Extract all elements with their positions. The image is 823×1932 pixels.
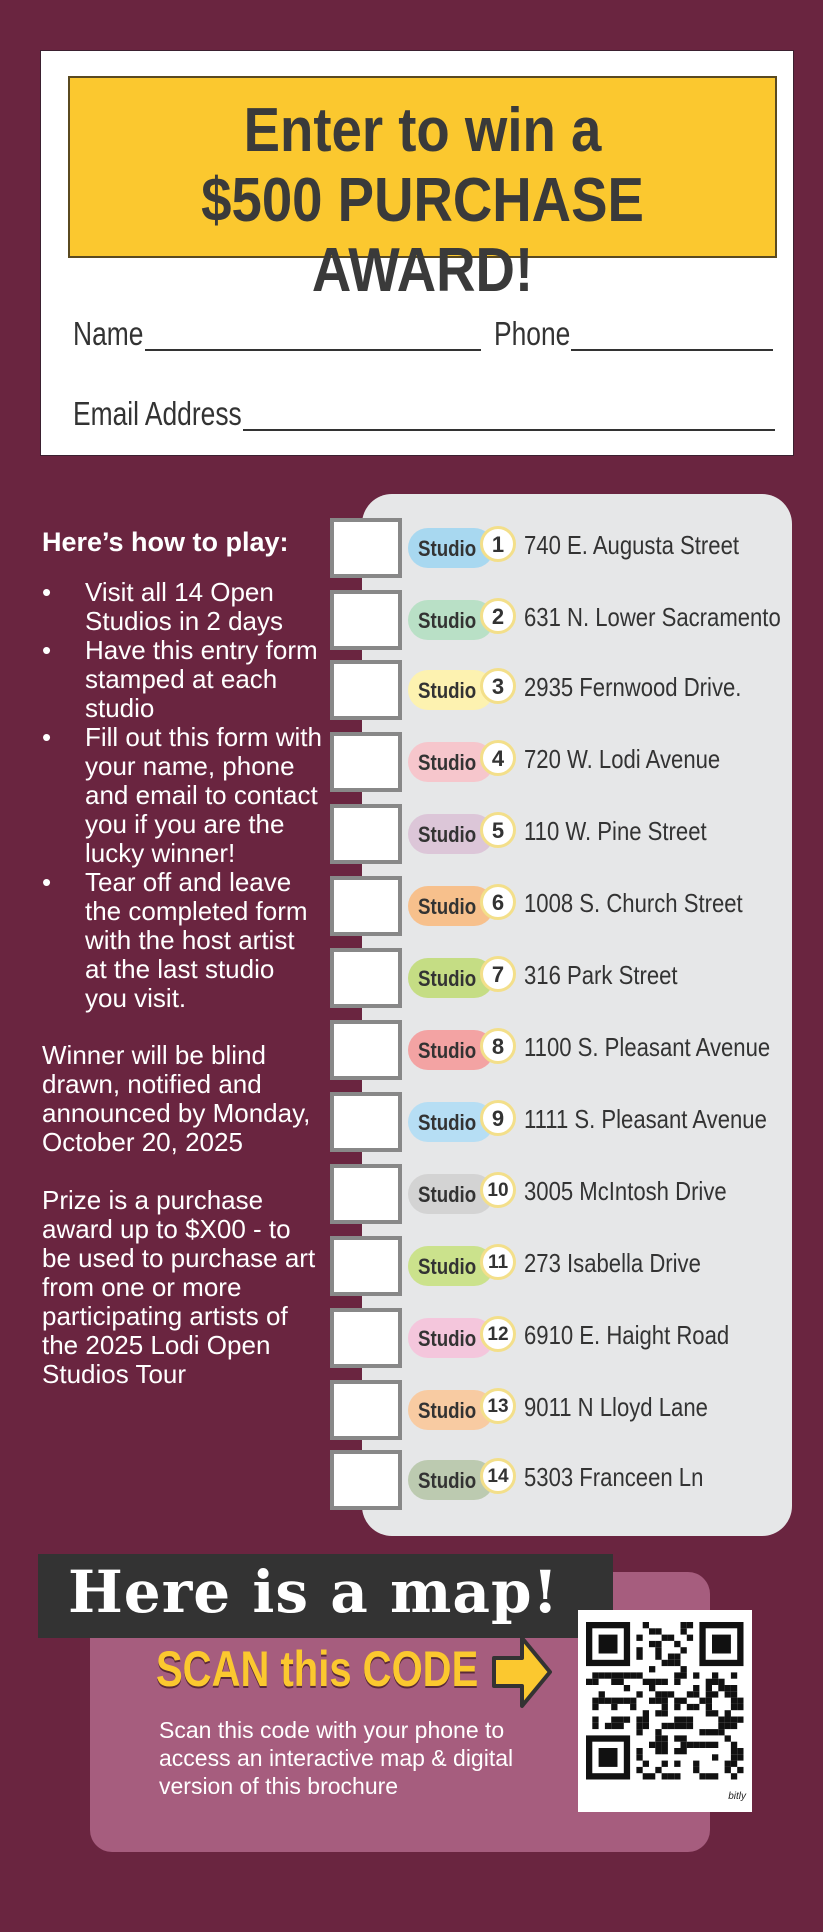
studio-number: 1 [480,526,516,562]
list-item: • Fill out this form with your name, phone and email to contact you if you are the lucky winner! [42,722,322,868]
studio-number: 5 [480,812,516,848]
studio-address: 1111 S. Pleasant Avenue [524,1104,767,1134]
studio-number: 13 [480,1388,516,1424]
studio-address: 273 Isabella Drive [524,1248,701,1278]
studio-address: 316 Park Street [524,960,678,990]
email-field[interactable] [243,429,775,431]
studio-row-5 [330,804,800,864]
name-label: Name [73,315,144,352]
winner-text: Winner will be blind drawn, notified and announced by Monday, October 20, 2025 [42,1040,311,1157]
stamp-box[interactable] [330,876,402,936]
how-to-play [42,526,322,1389]
qr-caption: bitly [728,1791,746,1802]
stamp-box[interactable] [330,1450,402,1510]
qr-code[interactable] [578,1610,752,1812]
email-label: Email Address [73,395,242,432]
stamp-box[interactable] [330,1236,402,1296]
list-item: • Have this entry form stamped at each studio [42,635,318,723]
stamp-box[interactable] [330,660,402,720]
studio-row-7 [330,948,800,1008]
studio-number: 11 [480,1244,516,1280]
studio-label: Studio [418,1182,477,1207]
banner-line-1: Enter to win a [243,96,602,165]
stamp-box[interactable] [330,518,402,578]
studio-row-9 [330,1092,800,1152]
stamp-box[interactable] [330,1380,402,1440]
studio-label: Studio [418,822,477,847]
studio-address: 1008 S. Church Street [524,888,743,918]
studio-address: 631 N. Lower Sacramento [524,602,781,632]
studio-row-10 [330,1164,800,1224]
stamp-box[interactable] [330,732,402,792]
qr-code-icon [578,1610,752,1812]
phone-field[interactable] [571,349,773,351]
award-banner [68,76,777,305]
studio-row-1 [330,518,800,578]
stamp-box[interactable] [330,590,402,650]
steps-list [42,578,322,1013]
studio-number: 12 [480,1316,516,1352]
studio-row-2 [330,590,800,650]
studio-address: 2935 Fernwood Drive. [524,672,742,702]
studio-number: 14 [480,1458,516,1494]
how-to-play-title: Here’s how to play: [42,527,289,557]
studio-label: Studio [418,1468,477,1493]
map-heading: Here is a map! [68,1558,559,1626]
studio-address: 5303 Franceen Ln [524,1462,704,1492]
studio-row-6 [330,876,800,936]
studio-address: 3005 McIntosh Drive [524,1176,727,1206]
studio-row-4 [330,732,800,792]
phone-label: Phone [494,315,571,352]
stamp-box[interactable] [330,948,402,1008]
studio-label: Studio [418,1398,477,1423]
studio-address: 720 W. Lodi Avenue [524,744,721,774]
studio-address: 9011 N Lloyd Lane [524,1392,708,1422]
studio-address: 110 W. Pine Street [524,816,707,846]
studio-label: Studio [418,894,477,919]
studio-row-13 [330,1380,800,1440]
studio-row-3 [330,660,800,720]
entry-form [40,50,794,456]
stamp-box[interactable] [330,1164,402,1224]
stamp-box[interactable] [330,1020,402,1080]
studio-number: 3 [480,668,516,704]
studio-row-11 [330,1236,800,1296]
studio-label: Studio [418,1038,477,1063]
map-heading-bar [38,1554,613,1638]
prize-text: Prize is a purchase award up to $X00 - to be used to purchase art from one or more participating artists of the 2025 Lodi Open Studios Tour [42,1185,316,1389]
stamp-box[interactable] [330,1092,402,1152]
studio-address: 1100 S. Pleasant Avenue [524,1032,771,1062]
studio-number: 8 [480,1028,516,1064]
studio-label: Studio [418,536,477,561]
studio-number: 10 [480,1172,516,1208]
studio-number: 2 [480,598,516,634]
studio-label: Studio [418,608,477,633]
stamp-box[interactable] [330,1308,402,1368]
studio-row-14 [330,1450,800,1510]
arrow-right-icon [492,1634,552,1710]
stamp-box[interactable] [330,804,402,864]
studio-label: Studio [418,966,477,991]
studio-label: Studio [418,678,477,703]
studio-label: Studio [418,750,477,775]
banner-line-2: $500 PURCHASE AWARD! [201,166,644,305]
studio-label: Studio [418,1326,477,1351]
scan-label: SCAN this CODE [156,1641,479,1697]
studio-label: Studio [418,1110,477,1135]
studio-address: 740 E. Augusta Street [524,530,740,560]
studio-number: 9 [480,1100,516,1136]
studio-number: 6 [480,884,516,920]
name-field[interactable] [145,349,481,351]
studio-number: 4 [480,740,516,776]
studio-address: 6910 E. Haight Road [524,1320,730,1350]
studio-row-12 [330,1308,800,1368]
scan-instructions: Scan this code with your phone to access an interactive map & digital version of this brochure [159,1717,514,1799]
studio-number: 7 [480,956,516,992]
list-item: • Visit all 14 Open Studios in 2 days [42,577,284,636]
list-item: • Tear off and leave the completed form with the host artist at the last studio you visit. [42,867,308,1013]
studio-row-8 [330,1020,800,1080]
studio-label: Studio [418,1254,477,1279]
